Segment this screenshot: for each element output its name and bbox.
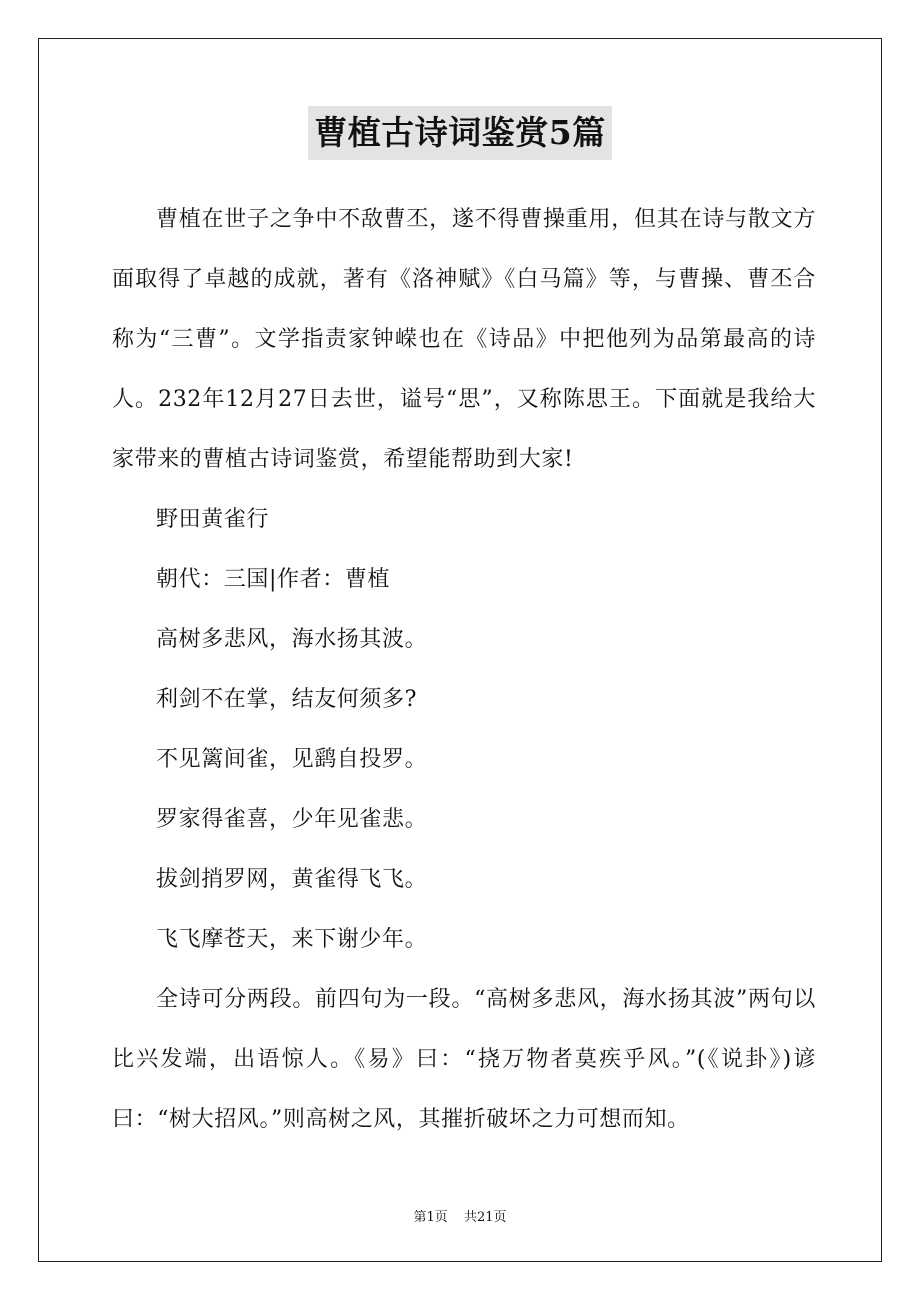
page-footer <box>0 1206 920 1225</box>
poem-meta: 朝代：三国|作者：曹植 <box>156 567 391 592</box>
document-title: 曹植古诗词鉴赏5篇 <box>308 106 611 160</box>
poem-line: 不见篱间雀，见鹞自投罗。 <box>156 747 428 772</box>
page-number: 第1页 <box>413 1210 448 1225</box>
poem-line: 利剑不在掌，结友何须多? <box>156 687 417 712</box>
poem-title: 野田黄雀行 <box>156 507 270 532</box>
poem-line: 罗家得雀喜，少年见雀悲。 <box>156 807 428 832</box>
document-body <box>112 190 816 1150</box>
analysis-paragraph: 全诗可分两段。前四句为一段。“高树多悲风，海水扬其波”两句以比兴发端，出语惊人。《易》曰：“挠万物者莫疾乎风。”(《说卦》)谚曰：“树大招风。”则高树之风，其摧折破坏之力可想而知。 <box>112 987 816 1132</box>
poem-line: 高树多悲风，海水扬其波。 <box>156 627 428 652</box>
poem-line: 飞飞摩苍天，来下谢少年。 <box>156 927 428 952</box>
page-total: 共21页 <box>463 1210 507 1225</box>
poem-line: 拔剑捎罗网，黄雀得飞飞。 <box>156 867 428 892</box>
intro-paragraph: 曹植在世子之争中不敌曹丕，遂不得曹操重用，但其在诗与散文方面取得了卓越的成就，著有《洛神赋》《白马篇》等，与曹操、曹丕合称为“三曹”。文学指责家钟嵘也在《诗品》中把他列为品第最高的诗人。232年12月27日去世，谥号“思”，又称陈思王。下面就是我给大家带来的曹植古诗词鉴赏，希望能帮助到大家! <box>112 207 816 472</box>
title-container <box>0 106 920 160</box>
